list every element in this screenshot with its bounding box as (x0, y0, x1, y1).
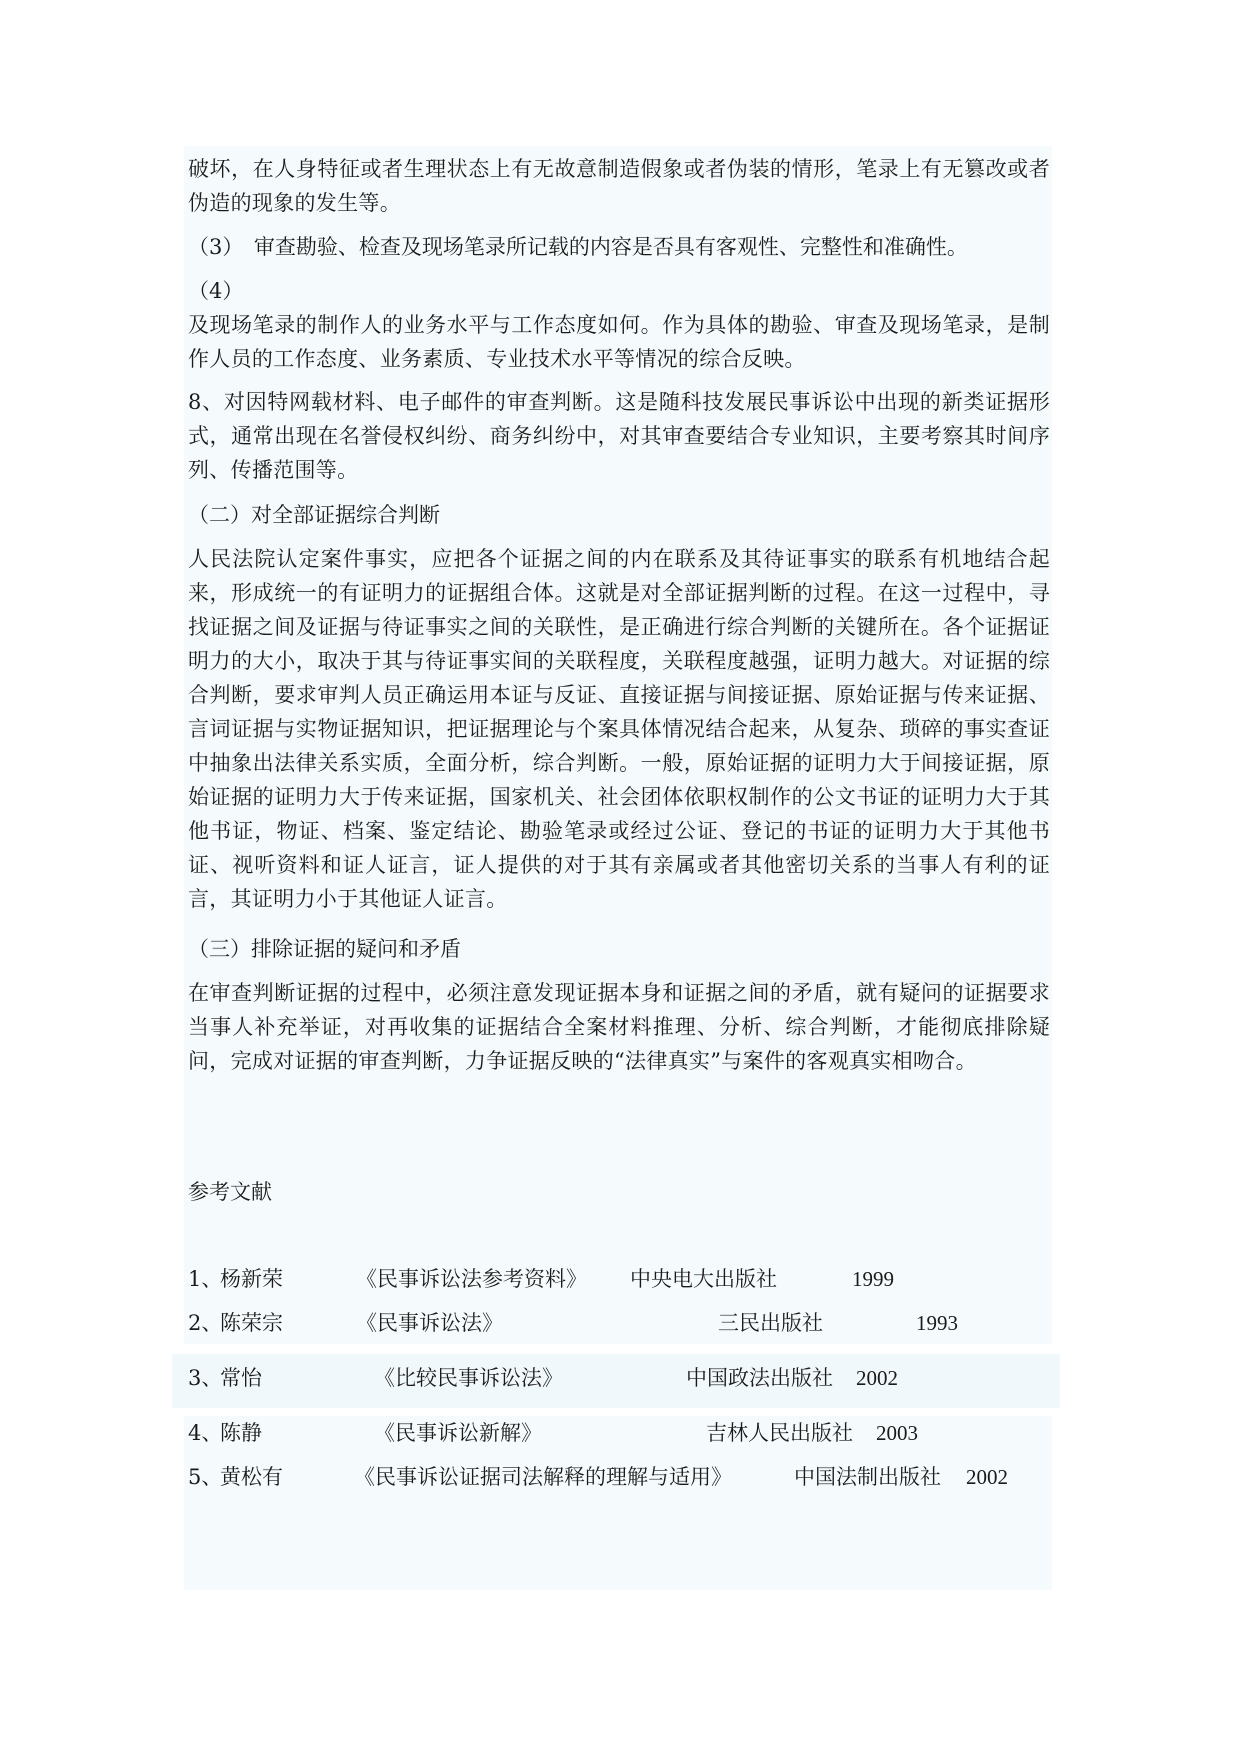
paragraph-item-4: 及现场笔录的制作人的业务水平与工作态度如何。作为具体的勘验、审查及现场笔录，是制作人员的工作态度、业务素质、专业技术水平等情况的综合反映。 (188, 313, 1050, 371)
paragraph-item-8: 8、对因特网载材料、电子邮件的审查判断。这是随科技发展民事诉讼中出现的新类证据形式，通常出现在名誉侵权纠纷、商务纠纷中，对其审查要结合专业知识，主要考察其时间序列、传播范围等。 (188, 390, 1050, 482)
reference-author: 常怡 (220, 1366, 262, 1390)
paragraph-combined-judgment: 人民法院认定案件事实，应把各个证据之间的内在联系及其待证事实的联系有机地结合起来，形成统一的有证明力的证据组合体。这就是对全部证据判断的过程。在这一过程中，寻找证据之间及证据与待证事实之间的关联性，是正确进行综合判断的关键所在。各个证据证明力的大小，取决于其与待证事实间的关联程度，关联程度越强，证明力越大。对证据的综合判断，要求审判人员正确运用本证与反证、直接证据与间接证据、原始证据与传来证据、言词证据与实物证据知识，把证据理论与个案具体情况结合起来，从复杂、琐碎的事实查证中抽象出法律关系实质，全面分析，综合判断。一般，原始证据的证明力大于间接证据，原始证据的证明力大于传来证据，国家机关、社会团体依职权制作的公文书证的证明力大于其他书证，物证、档案、鉴定结论、勘验笔录或经过公证、登记的书证的证明力大于其他书证、视听资料和证人证言，证人提供的对于其有亲属或者其他密切关系的当事人有利的证言，其证明力小于其他证人证言。 (188, 547, 1050, 911)
reference-number: 5、 (188, 1465, 223, 1489)
section-heading-2: （二）对全部证据综合判断 (188, 503, 440, 527)
reference-title: 《民事诉讼证据司法解释的理解与适用》 (354, 1465, 732, 1489)
reference-publisher: 吉林人民出版社 (706, 1421, 853, 1445)
reference-year: 2002 (966, 1465, 1008, 1489)
reference-gap (184, 1408, 1052, 1416)
reference-number: 1、 (188, 1267, 223, 1291)
reference-highlight (172, 1354, 1060, 1408)
reference-number: 4、 (188, 1421, 223, 1445)
reference-year: 2002 (856, 1366, 898, 1390)
reference-gap (184, 1344, 1052, 1354)
paragraph-continued: 破坏，在人身特征或者生理状态上有无故意制造假象或者伪装的情形，笔录上有无篡改或者伪造的现象的发生等。 (188, 157, 1050, 215)
reference-author: 陈荣宗 (220, 1311, 283, 1335)
paragraph-exclude-doubts: 在审查判断证据的过程中，必须注意发现证据本身和证据之间的矛盾，就有疑问的证据要求当事人补充举证，对再收集的证据结合全案材料推理、分析、综合判断，才能彻底排除疑问，完成对证据的审查判断，力争证据反映的“法律真实”与案件的客观真实相吻合。 (188, 981, 1050, 1073)
reference-publisher: 中国法制出版社 (794, 1465, 941, 1489)
reference-year: 1999 (852, 1267, 894, 1291)
reference-author: 杨新荣 (220, 1267, 283, 1291)
reference-title: 《民事诉讼法》 (356, 1311, 503, 1335)
reference-author: 陈静 (220, 1421, 262, 1445)
reference-publisher: 三民出版社 (718, 1311, 823, 1335)
reference-year: 1993 (916, 1311, 958, 1335)
reference-number: 3、 (188, 1366, 223, 1390)
reference-publisher: 中国政法出版社 (686, 1366, 833, 1390)
paragraph-item-3: （3） 审查勘验、检查及现场笔录所记载的内容是否具有客观性、完整性和准确性。 (188, 235, 968, 259)
reference-title: 《比较民事诉讼法》 (374, 1366, 563, 1390)
reference-number: 2、 (188, 1311, 223, 1335)
reference-author: 黄松有 (220, 1465, 283, 1489)
reference-title: 《民事诉讼新解》 (374, 1421, 542, 1445)
paragraph-item-4-label: （4） (188, 279, 244, 303)
reference-publisher: 中央电大出版社 (630, 1267, 777, 1291)
section-heading-3: （三）排除证据的疑问和矛盾 (188, 937, 461, 961)
reference-title: 《民事诉讼法参考资料》 (356, 1267, 587, 1291)
references-heading: 参考文献 (188, 1180, 272, 1204)
reference-year: 2003 (876, 1421, 918, 1445)
